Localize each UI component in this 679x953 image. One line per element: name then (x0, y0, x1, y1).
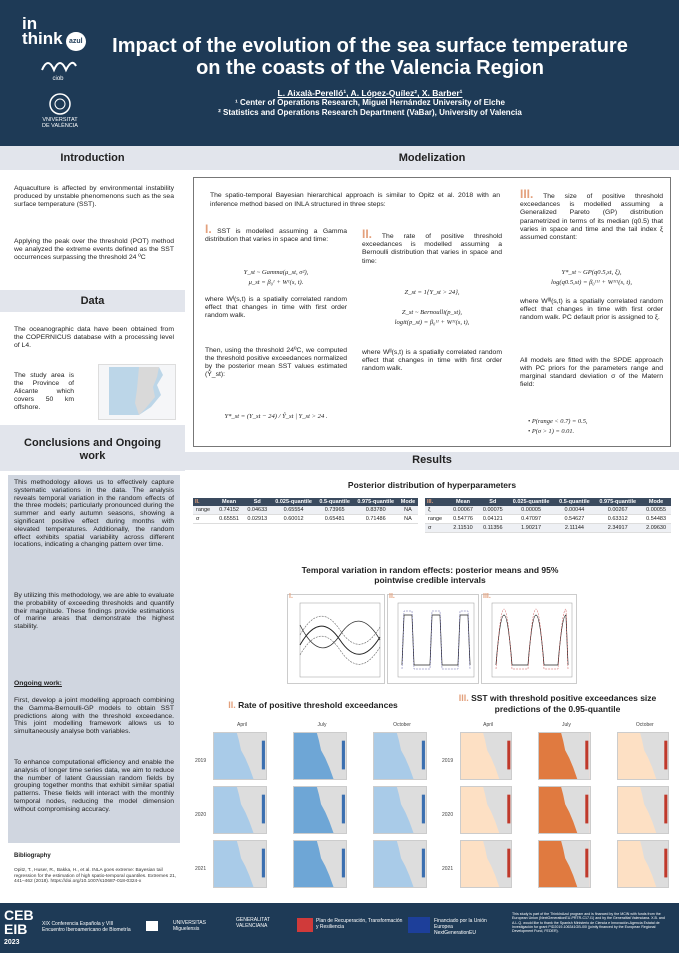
table-cell: 2.34917 (594, 524, 641, 533)
table-model-2-header-2: 0.025-quantile (271, 498, 315, 506)
gva-logo: GENERALITAT VALENCIANA (236, 917, 270, 929)
table-cell: 0.65551 (215, 515, 243, 524)
table-model-3-header-0: Mean (448, 498, 478, 506)
model-3-prior1-text: P(range < 0.7) = 0.5, (531, 418, 588, 425)
authors-block (140, 88, 600, 118)
bibliography-title: Bibliography (14, 853, 51, 859)
introduction-title: Introduction (60, 152, 125, 164)
table-cell: NA (398, 506, 418, 515)
table-model-2-header-3: 0.5-quantile (316, 498, 354, 506)
data-p1: The oceanographic data have been obtained from the COPERNICUS database with a processing level of L4. (14, 326, 174, 349)
rate-map (213, 840, 267, 888)
table-cell: 0.00055 (641, 506, 671, 515)
rate-maps-grid (193, 722, 433, 894)
table-model-3-header-4: 0.975-quantile (594, 498, 641, 506)
rate-map (213, 732, 267, 780)
sst-map (538, 732, 590, 780)
model-1-where: where Wᴵ(s,t) is a spatially correlated random effect that changes in time with first order random walk. (205, 296, 347, 319)
sst-map (617, 732, 669, 780)
model-1-then: Then, using the threshold 24ºC, we computed the threshold positive exceedances normalized by the posterior mean SST values estimated (Ŷ_st): (205, 347, 347, 378)
rate-map (293, 786, 347, 834)
table-cell: 2.11510 (448, 524, 478, 533)
rate-numeral: II. (228, 700, 236, 710)
temporal-plot-2 (387, 594, 479, 684)
table-model-3-row-label: σ (425, 524, 448, 533)
sst-map (460, 732, 512, 780)
sst-title-text: SST with threshold positive exceedances size predictions of the 0.95-quantile (471, 693, 657, 714)
thinkinazul-logo-badge: azul (66, 32, 86, 51)
sst-month-label: October (635, 722, 654, 728)
rate-map (293, 732, 347, 780)
model-3-eq1: Y*_st ~ GP(q0.5,st, ξ), (561, 269, 622, 276)
table-model-2-header (193, 498, 418, 506)
model-3-where: where Wᴵᴵᴵ(s,t) is a spatially correlated random effect that changes in time with first order random walk. PC default prior is assigned to ξ. (520, 298, 663, 321)
rate-month-label: July (317, 722, 327, 728)
model-2-eq3: logit(p_st) = β₀ᴵᴵ + Wᴵᴵ(s, t), (394, 319, 470, 326)
model-1-eq3: Y*_st = (Y_st − 24) / Ŷ_st | Y_st > 24 . (224, 413, 328, 420)
uv-logo (38, 93, 82, 137)
table-row (425, 524, 671, 533)
table-cell: 0.47097 (508, 515, 555, 524)
table-model-2-header-5: Mode (398, 498, 418, 506)
table-row (425, 506, 671, 515)
model-3-description: The size of positive threshold exceedances is modelled assuming a Generalized Pareto (GP) distribution parametrized in terms of its median (q0.5) that varies in space and time and the tail index ξ assumed constant: (520, 193, 664, 242)
table-cell: 0.71486 (354, 515, 398, 524)
table-row (193, 506, 418, 515)
model-2-eq2: Z_st ~ Bernoulli(p_st), (401, 309, 463, 316)
rate-map (373, 840, 427, 888)
ceb-logo-text: CEB EIB (4, 907, 34, 937)
model-2-equations (362, 288, 502, 328)
model-3-equations (520, 268, 663, 288)
study-area-map-svg (99, 365, 175, 419)
model-1-text (205, 222, 347, 244)
affiliation-1: ¹ Center of Operations Research, Miguel Hernández University of Elche (235, 98, 505, 107)
table-cell: 0.60012 (271, 515, 315, 524)
table-model-2-numeral: II. (193, 498, 215, 506)
table-model-3-header-5: Mode (641, 498, 671, 506)
temporal-plot-3-label: III. (483, 593, 491, 600)
affiliation-2: ² Statistics and Operations Research Department (VaBar), University of Valencia (218, 108, 522, 117)
table-cell: 1.90217 (508, 524, 555, 533)
model-3-numeral: III. (520, 187, 534, 201)
table-model-2-header-4: 0.975-quantile (354, 498, 398, 506)
model-1-eq1: Y_st ~ Gamma(μ_st, σ²), (243, 269, 309, 276)
bibliography-text: Opitz, T., Huser, R., Bakka, H., et al. INLA goes extreme: Bayesian tail regression for the estimation of high spatio-temporal quantiles. Extremes 21, 441–462 (2018). https://doi.org/10.1007/s10687-018-0324-x (14, 868, 177, 885)
table-cell: 0.00005 (508, 506, 555, 515)
umh-logo: UNIVERSITAS Miguelensis (173, 920, 206, 932)
ceb-year: 2023 (4, 939, 20, 946)
table-cell: 0.00067 (448, 506, 478, 515)
ciob-logo-icon (38, 56, 78, 74)
model-3-spde: All models are fitted with the SPDE approach with PC priors for the parameters range and marginal standard deviation σ of the Matern field: (520, 357, 663, 388)
sst-map (538, 840, 590, 888)
conclusions-p4: To enhance computational efficiency and enable the analysis of longer time series data, we aim to reduce the number of latent Gaussian random fields by grouping together months that exhibit similar spatial patterns. These fields will interact with the monthly temporal nodes, reducing the model dimension without compromising accuracy. (14, 759, 174, 813)
rate-year-label: 2020 (195, 812, 207, 818)
temporal-plot-1-svg (288, 595, 384, 683)
table-row (425, 515, 671, 524)
sst-map (538, 786, 590, 834)
building-icon (146, 921, 158, 931)
model-2-where: where Wᴵᴵ(s,t) is a spatially correlated random effect that changes in time with first order random walk. (362, 349, 502, 372)
table-cell: 0.73965 (316, 506, 354, 515)
conclusions-p2: By utilizing this methodology, we are able to evaluate the probability of exceeding thresholds and quantify their magnitude. These findings provide estimations of marine areas that demonstrate the highest stability. (14, 592, 174, 631)
model-2-text (362, 227, 503, 266)
table-model-3-header-3: 0.5-quantile (555, 498, 595, 506)
rate-month-label: October (393, 722, 411, 728)
table-cell: 0.74152 (215, 506, 243, 515)
eu-logo: Financiado por la Unión Europea NextGenerationEU (434, 918, 487, 936)
thinkinazul-logo-text: in think (22, 14, 63, 48)
eu-flag-icon (408, 917, 430, 933)
table-cell: 0.65554 (271, 506, 315, 515)
data-title: Data (80, 295, 105, 307)
temporal-plot-1-label: I. (289, 593, 293, 600)
rate-map (373, 786, 427, 834)
conclusions-p1: This methodology allows us to effectively capture systematic variations in the data. The analysis reveals temporal variation in the random effects of the three models; particularly pronounced during the summer and early autumn seasons, showing a significant positive effect during months with elevated temperatures. Additionally, the random effect exhibits spatial variability across different locations, indicating a changing pattern over time. (14, 479, 174, 549)
plan-logo: Plan de Recuperación, Transformación y Resiliencia (316, 918, 403, 930)
table-cell: 0.04121 (478, 515, 508, 524)
table-cell: 0.54776 (448, 515, 478, 524)
table-model-3-row-label: range (425, 515, 448, 524)
rate-map (213, 786, 267, 834)
sst-title (440, 693, 675, 715)
table-row (193, 515, 418, 524)
model-3-text (520, 187, 664, 242)
table-model-2-row-label: σ (193, 515, 215, 524)
model-1-eq2: μ_st = β₀ᴵ + Wᴵ(s, t). (248, 279, 304, 286)
conclusions-title: Conclusions and Ongoing work (24, 437, 161, 462)
introduction-p2: Applying the peak over the threshold (POT) method we analyzed the extreme events defined as the SST occurrences surpassing the threshold 24 ºC (14, 238, 174, 261)
table-cell: 0.54483 (641, 515, 671, 524)
data-p2: The study area is the Province of Alicante which covers 50 km offshore. (14, 372, 74, 411)
sst-year-label: 2019 (442, 758, 454, 764)
table-cell: 0.02913 (243, 515, 271, 524)
rate-year-label: 2021 (195, 866, 207, 872)
temporal-title: Temporal variation in random effects: posterior means and 95% pointwise credible intervals (301, 565, 559, 585)
sst-map (460, 840, 512, 888)
sst-map (617, 840, 669, 888)
table-model-2 (193, 498, 418, 524)
model-2-numeral: II. (362, 227, 373, 241)
rate-title-text: Rate of positive threshold exceedances (238, 700, 398, 710)
sst-year-label: 2021 (442, 866, 454, 872)
model-3-prior2: • P(σ > 1) = 0.01. (528, 428, 575, 435)
temporal-plot-2-label: II. (389, 593, 395, 600)
table-model-3-header-1: Sd (478, 498, 508, 506)
sst-year-label: 2020 (442, 812, 454, 818)
rate-title (193, 700, 433, 710)
model-3-priors (528, 417, 658, 437)
table-cell: 0.00044 (555, 506, 595, 515)
ciob-logo-text: ciob (52, 76, 64, 82)
table-model-3 (425, 498, 671, 533)
table-model-2-header-1: Sd (243, 498, 271, 506)
table-model-2-header-0: Mean (215, 498, 243, 506)
ongoing-work-title: Ongoing work: (14, 680, 62, 687)
table-cell: 2.09630 (641, 524, 671, 533)
authors: L. Aixalà-Perelló¹, A. López-Quílez², X. Barber¹ (277, 88, 463, 98)
table-cell: 0.00075 (478, 506, 508, 515)
sst-maps-grid (440, 722, 675, 894)
rate-month-label: April (236, 722, 247, 728)
sst-month-label: April (483, 722, 494, 728)
temporal-plot-3-svg (482, 595, 576, 683)
rate-year-label: 2019 (195, 758, 207, 764)
table-model-3-header-2: 0.025-quantile (508, 498, 555, 506)
model-1-numeral: I. (205, 222, 212, 236)
table-model-3-header (425, 498, 671, 506)
study-area-map (98, 364, 176, 420)
table-model-2-row-label: range (193, 506, 215, 515)
modelization-title: Modelization (398, 152, 466, 164)
table-model-3-row-label: ξ (425, 506, 448, 515)
sst-map (617, 786, 669, 834)
table-cell: 0.63312 (594, 515, 641, 524)
table-cell: 0.04633 (243, 506, 271, 515)
ceb-logo (4, 908, 44, 950)
sst-map (460, 786, 512, 834)
table-cell: 0.83780 (354, 506, 398, 515)
results-title: Results (412, 454, 452, 466)
table-cell: 0.65481 (316, 515, 354, 524)
table-cell: 2.11144 (555, 524, 595, 533)
rate-map (293, 840, 347, 888)
funding-text: This study is part of the ThinkInAzul program and is financed by the MCIN with funds from the European Union (NextGenerationEU-PRTR-C17.I1) and by the Generalitat Valenciana. X.B. and A.L.Q. would like to thank the Spanish Ministerio de Ciencia e Innovación-Agencia Estatal de Investigación for grant PID2019-106341GB-I00 (jointly financed by the European Regional Development Fund, FEDER). (512, 912, 665, 934)
table-cell: 0.54627 (555, 515, 595, 524)
sst-numeral: III. (458, 693, 469, 703)
table-cell: 0.11356 (478, 524, 508, 533)
table-model-3-numeral: III. (425, 498, 448, 506)
model-1-description: SST is modelled assuming a Gamma distribution that varies in space and time: (205, 228, 347, 244)
model-3-prior1: • P(range < 0.7) = 0.5, (528, 418, 588, 425)
model-3-eq2: log(q0.5,st) = β₀ᴵᴵᴵ + Wᴵᴵᴵ(s, t), (550, 279, 633, 286)
conclusions-p3: First, develop a joint modelling approach combining the Gamma-Bernoulli-GP models to obtain SST predictions along with the threshold exceedance. This joint modelling framework allows us to simultaneously analyse both variables. (14, 697, 174, 736)
model-2-eq1: Z_st = 1{Y_st > 24}, (404, 289, 460, 296)
table-cell: NA (398, 515, 418, 524)
ciob-logo (36, 56, 80, 84)
posterior-title: Posterior distribution of hyperparameters (347, 480, 517, 490)
sst-month-label: July (562, 722, 571, 728)
temporal-plot-1 (287, 594, 385, 684)
table-cell: 0.00267 (594, 506, 641, 515)
temporal-plot-2-svg (388, 595, 478, 683)
rate-map (373, 732, 427, 780)
introduction-p1: Aquaculture is affected by environmental instability produced by unstable phenomenons such as the sea surface temperature (SST). (14, 185, 174, 208)
model-2-description: The rate of positive threshold exceedances is modelled assuming a Bernoulli distribution that varies in space and time: (362, 233, 503, 265)
conference-text: XIX Conferencia Española y VIII Encuentro Iberoamericano de Biometría (42, 921, 131, 933)
model-3-prior2-text: P(σ > 1) = 0.01. (531, 428, 575, 435)
thinkinazul-logo (22, 14, 83, 48)
modelization-intro: The spatio-temporal Bayesian hierarchical approach is similar to Opitz et al. 2018 with an inference method based on INLA structured in three steps: (210, 192, 500, 208)
poster-title: Impact of the evolution of the sea surface temperature on the coasts of the Valencia Region (112, 35, 628, 79)
model-1-equations (205, 268, 347, 288)
plan-flag-icon (297, 918, 313, 932)
temporal-plot-3 (481, 594, 577, 684)
uv-seal-icon (49, 93, 71, 115)
uv-logo-text: VNIVERSITAT DE VALÈNCIA (42, 117, 78, 129)
